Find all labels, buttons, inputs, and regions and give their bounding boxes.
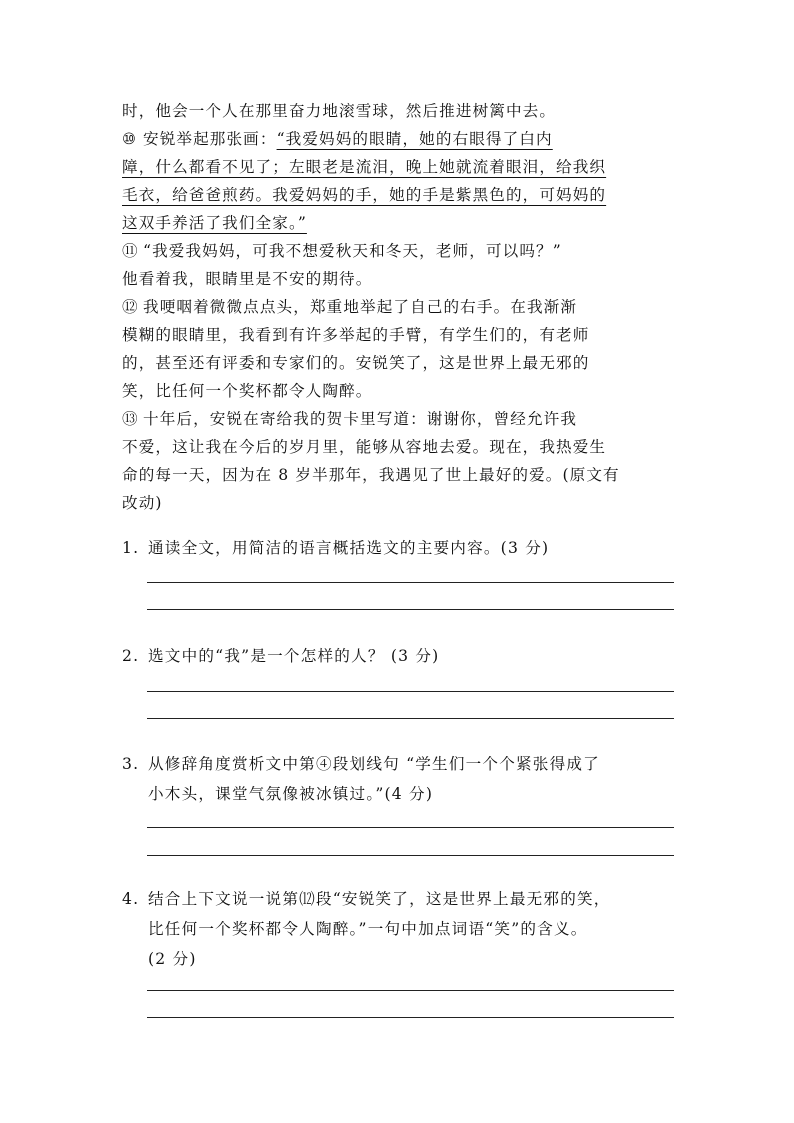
question-text: 从修辞角度赏析文中第④段划线句 “学生们一个个紧张得成了 (148, 755, 600, 773)
paragraph-12: ⑫ 我哽咽着微微点点头，郑重地举起了自己的右手。在我渐渐 模糊的眼睛里，我看到有许多举起的手臂，有学生们的，有老师 的，甚至还有评委和专家们的。安锐笑了，这是世界上最无邪的 笑，比任何一个奖杯都令人陶醉。 (122, 293, 674, 405)
paragraph-13: ⑬ 十年后，安锐在寄给我的贺卡里写道：谢谢你，曾经允许我 不爱，这让我在今后的岁月里，能够从容地去爱。现在，我热爱生 命的每一天，因为在 8 岁半那年，我遇见了世上最好的爱。(原文有 改动) (122, 405, 674, 517)
answer-line[interactable] (147, 990, 674, 991)
answer-line[interactable] (147, 609, 674, 610)
underlined-sentence: “我爱妈妈的眼睛，她的右眼得了白内 (276, 130, 553, 148)
question-4 (122, 884, 674, 974)
answer-line[interactable] (147, 1017, 674, 1018)
question-number: 3. (122, 755, 140, 773)
paragraph-marker: ⑬ (122, 410, 139, 428)
question-text: 选文中的“我”是一个怎样的人？ (3 分) (148, 647, 440, 665)
answer-line[interactable] (147, 827, 674, 828)
passage (122, 97, 674, 517)
paragraph-marker: ⑩ (122, 130, 138, 148)
question-text: 通读全文，用简洁的语言概括选文的主要内容。(3 分) (148, 539, 550, 557)
answer-line[interactable] (147, 582, 674, 583)
question-text: 小木头，课堂气氛像被冰镇过。”(4 分) (148, 785, 434, 803)
question-1 (122, 533, 674, 563)
paragraph-marker: ⑪ (122, 242, 139, 260)
question-number: 2. (122, 647, 140, 665)
paragraph-marker: ⑫ (122, 298, 139, 316)
passage-line: 时，他会一个人在那里奋力地滚雪球，然后推进树篱中去。 (122, 102, 557, 120)
question-number: 4. (122, 890, 140, 908)
question-text: 结合上下文说一说第⑿段“安锐笑了，这是世界上最无邪的笑， (148, 890, 611, 908)
underlined-sentence: 毛衣，给爸爸煎药。我爱妈妈的手，她的手是紫黑色的，可妈妈的 (122, 186, 607, 204)
answer-line[interactable] (147, 855, 674, 856)
underlined-sentence: 这双手养活了我们全家。” (122, 214, 307, 232)
answer-line[interactable] (147, 691, 674, 692)
question-number: 1. (122, 539, 140, 557)
underlined-sentence: 障，什么都看不见了；左眼老是流泪，晚上她就流着眼泪，给我织 (122, 158, 607, 176)
paragraph-10: ⑩ 安锐举起那张画：“我爱妈妈的眼睛，她的右眼得了白内 障，什么都看不见了；左眼老是流泪，晚上她就流着眼泪，给我织 毛衣，给爸爸煎药。我爱妈妈的手，她的手是紫黑色的，可妈妈的 这双手养活了我们全家。” (122, 125, 674, 237)
question-text: (2 分) (148, 950, 197, 968)
question-2 (122, 641, 674, 671)
paragraph-11: ⑪ “我爱我妈妈，可我不想爱秋天和冬天，老师，可以吗？” 他看着我，眼睛里是不安的期待。 (122, 237, 674, 293)
question-3 (122, 749, 674, 809)
answer-line[interactable] (147, 718, 674, 719)
question-text: 比任何一个奖杯都令人陶醉。”一句中加点词语“笑”的含义。 (148, 920, 588, 938)
